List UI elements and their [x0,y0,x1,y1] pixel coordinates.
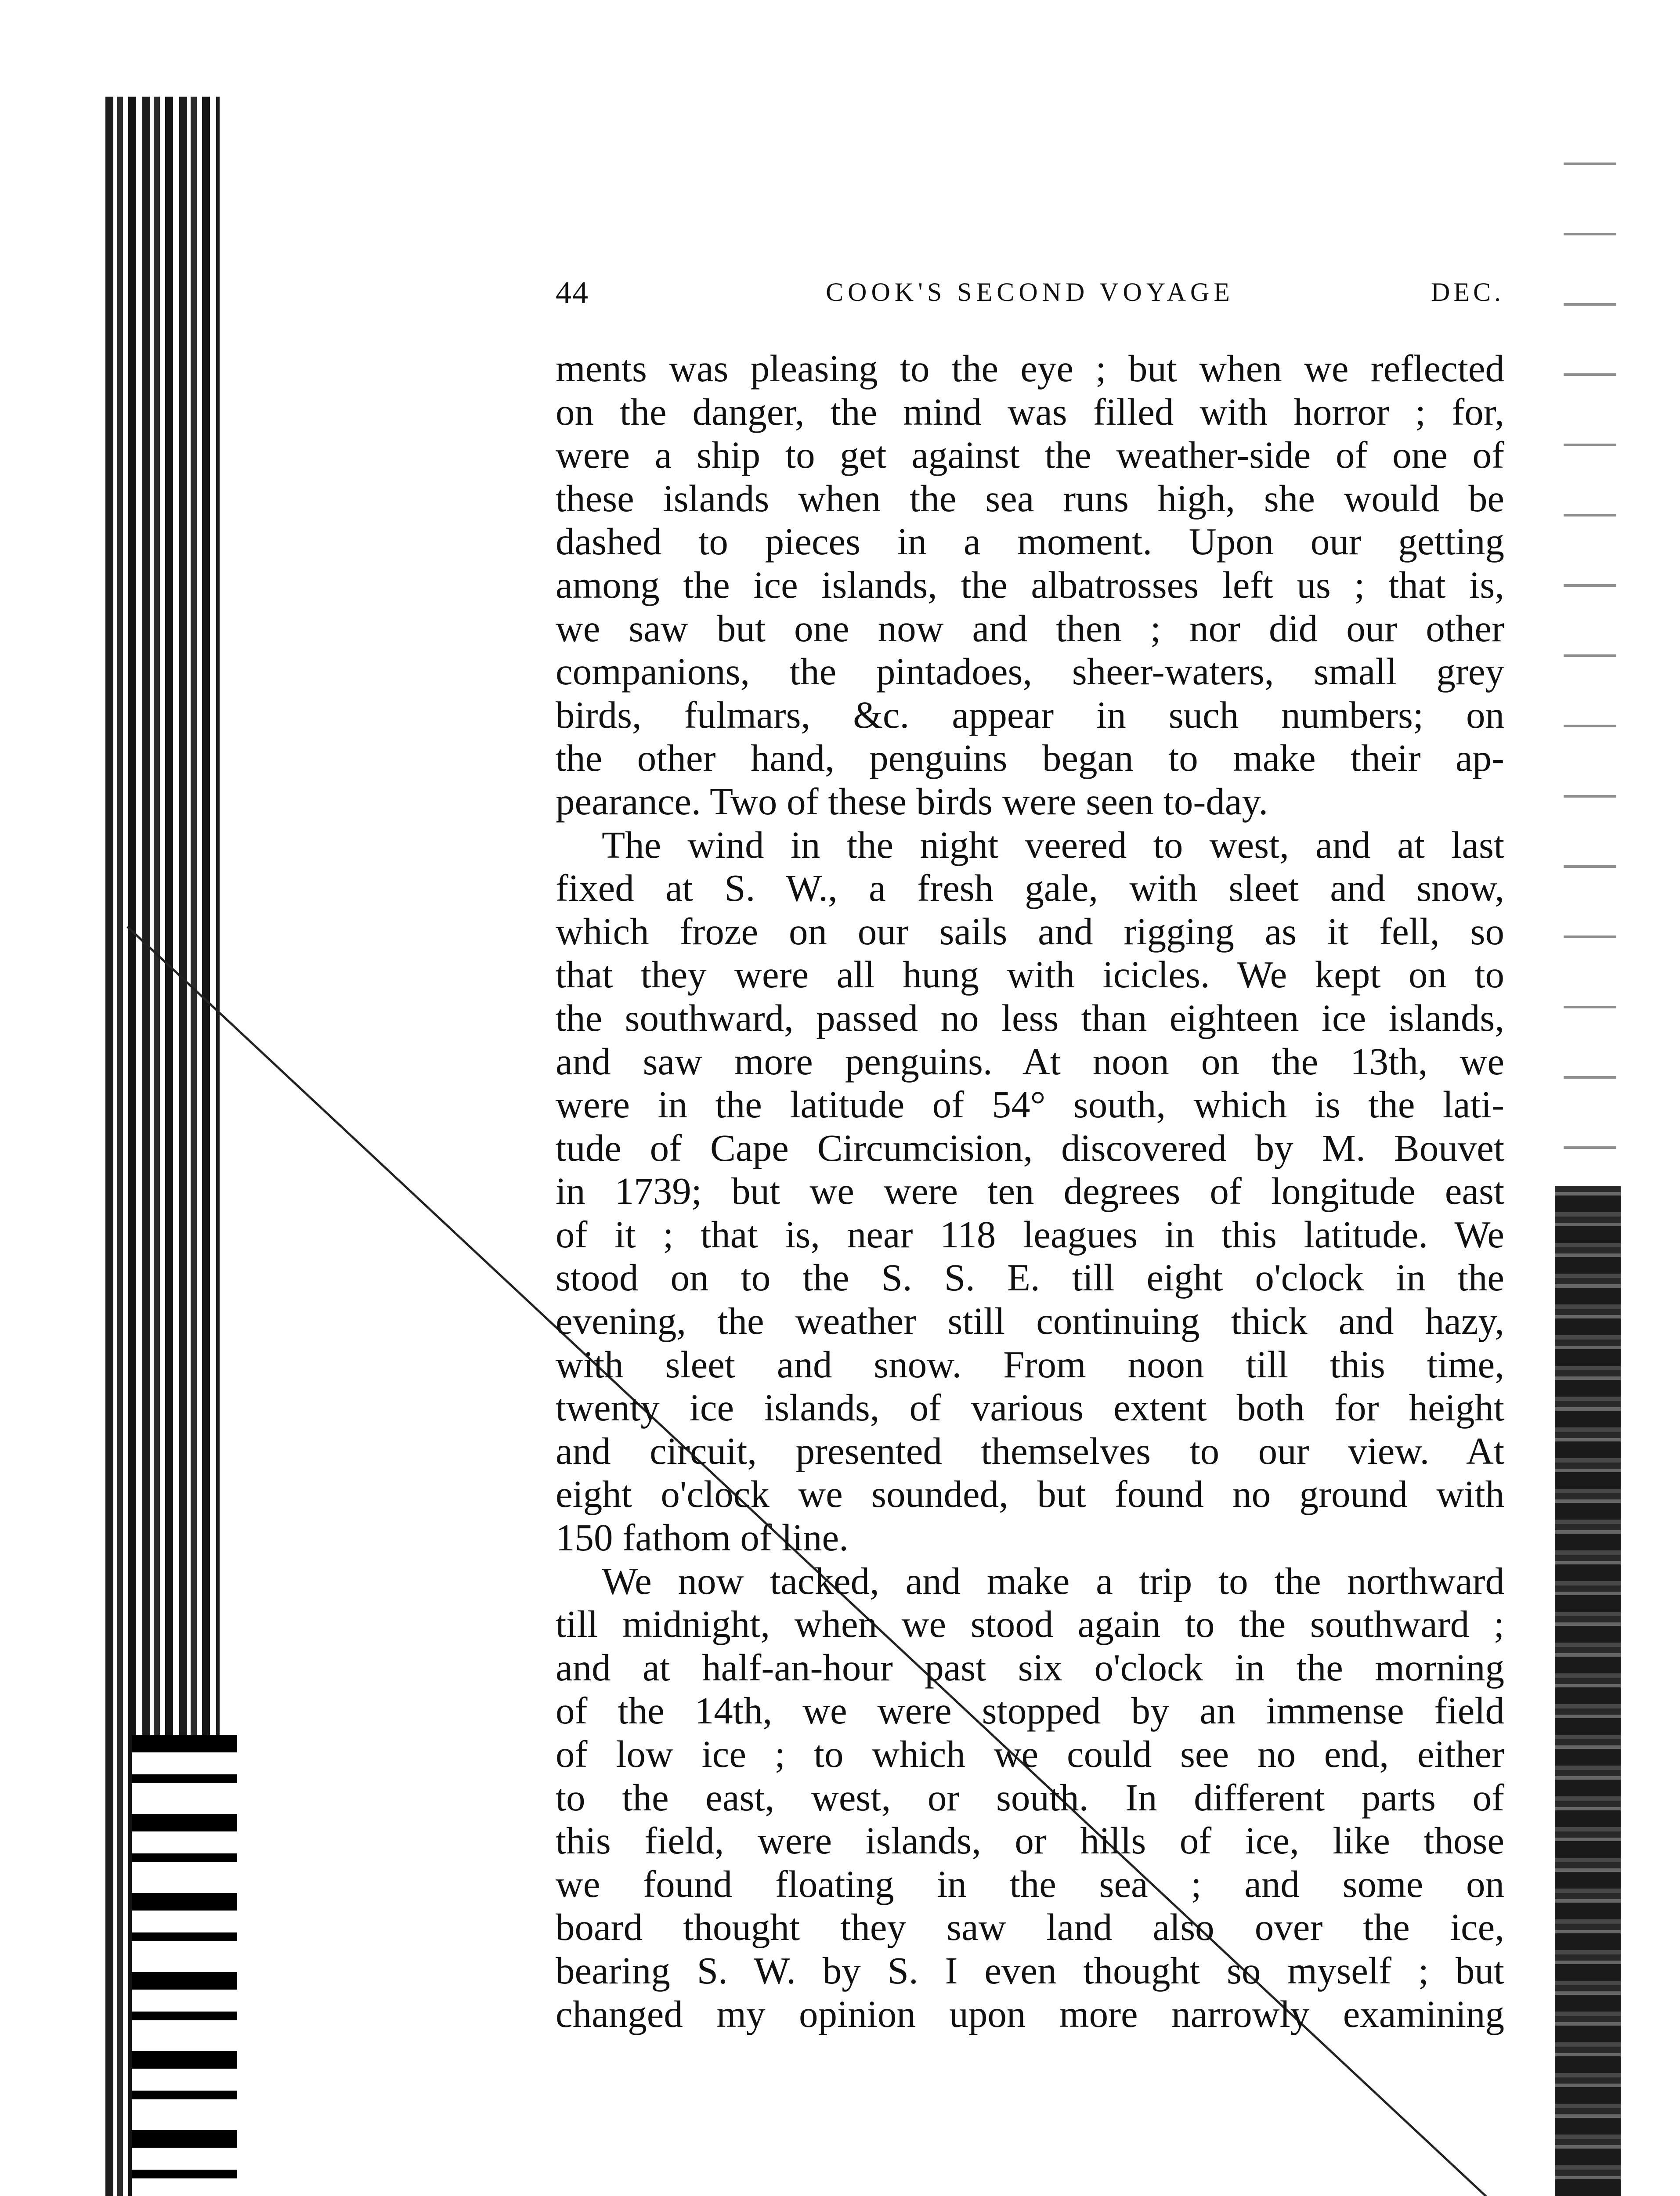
text-line: of the 14th, we were stopped by an immense field [556,1689,1504,1732]
text-line: to the east, west, or south. In different parts of [556,1776,1504,1819]
body-text [556,347,1504,2036]
text-line: We now tacked, and make a trip to the northward [602,1559,1504,1602]
text-line: The wind in the night veered to west, and at last [602,823,1504,866]
text-line: stood on to the S. S. E. till eight o'clock in the [556,1256,1504,1299]
text-line: in 1739; but we were ten degrees of longitude east [556,1170,1504,1213]
text-line: we saw but one now and then ; nor did our other [556,607,1504,650]
text-line: on the danger, the mind was filled with horror ; for, [556,390,1504,433]
text-line: the other hand, penguins began to make their ap- [556,737,1504,780]
running-header [556,274,1504,314]
text-line: of it ; that is, near 118 leagues in this latitude. We [556,1213,1504,1256]
text-line: eight o'clock we sounded, but found no ground with [556,1473,1504,1516]
text-line: we found floating in the sea ; and some on [556,1862,1504,1905]
text-line: 150 fathom of line. [556,1516,849,1559]
text-line: were in the latitude of 54° south, which is the lati- [556,1083,1504,1126]
text-line: of low ice ; to which we could see no end, either [556,1733,1504,1775]
text-line: and circuit, presented themselves to our view. At [556,1429,1504,1472]
text-line: and at half-an-hour past six o'clock in the morning [556,1646,1504,1689]
page-number: 44 [556,275,589,310]
text-line: the southward, passed no less than eighteen ice islands, [556,996,1504,1039]
text-line: ments was pleasing to the eye ; but when we reflected [556,347,1504,390]
text-line: with sleet and snow. From noon till this time, [556,1343,1504,1386]
text-line: which froze on our sails and rigging as it fell, so [556,910,1504,953]
text-line: companions, the pintadoes, sheer-waters, small grey [556,650,1504,693]
text-line: fixed at S. W., a fresh gale, with sleet and snow, [556,867,1504,910]
text-line: changed my opinion upon more narrowly examining [556,1992,1504,2035]
text-line: were a ship to get against the weather-side of one of [556,433,1504,477]
text-line: bearing S. W. by S. I even thought so myself ; but [556,1949,1504,1992]
text-line: birds, fulmars, &c. appear in such numbers; on [556,693,1504,736]
text-line: that they were all hung with icicles. We kept on to [556,953,1504,996]
text-line: pearance. Two of these birds were seen to-day. [556,780,1268,823]
text-line: this field, were islands, or hills of ice, like those [556,1819,1504,1862]
text-line: tude of Cape Circumcision, discovered by M. Bouvet [556,1126,1504,1169]
text-line: dashed to pieces in a moment. Upon our getting [556,520,1504,563]
running-title: COOK'S SECOND VOYAGE [826,278,1234,307]
text-line: and saw more penguins. At noon on the 13th, we [556,1040,1504,1083]
running-month: DEC. [1431,278,1504,307]
text-line: evening, the weather still continuing thick and hazy, [556,1300,1504,1343]
text-line: till midnight, when we stood again to the southward ; [556,1603,1504,1646]
text-line: twenty ice islands, of various extent both for height [556,1386,1504,1429]
text-line: among the ice islands, the albatrosses left us ; that is, [556,563,1504,606]
text-line: these islands when the sea runs high, she would be [556,477,1504,520]
text-line: board thought they saw land also over the ice, [556,1906,1504,1949]
